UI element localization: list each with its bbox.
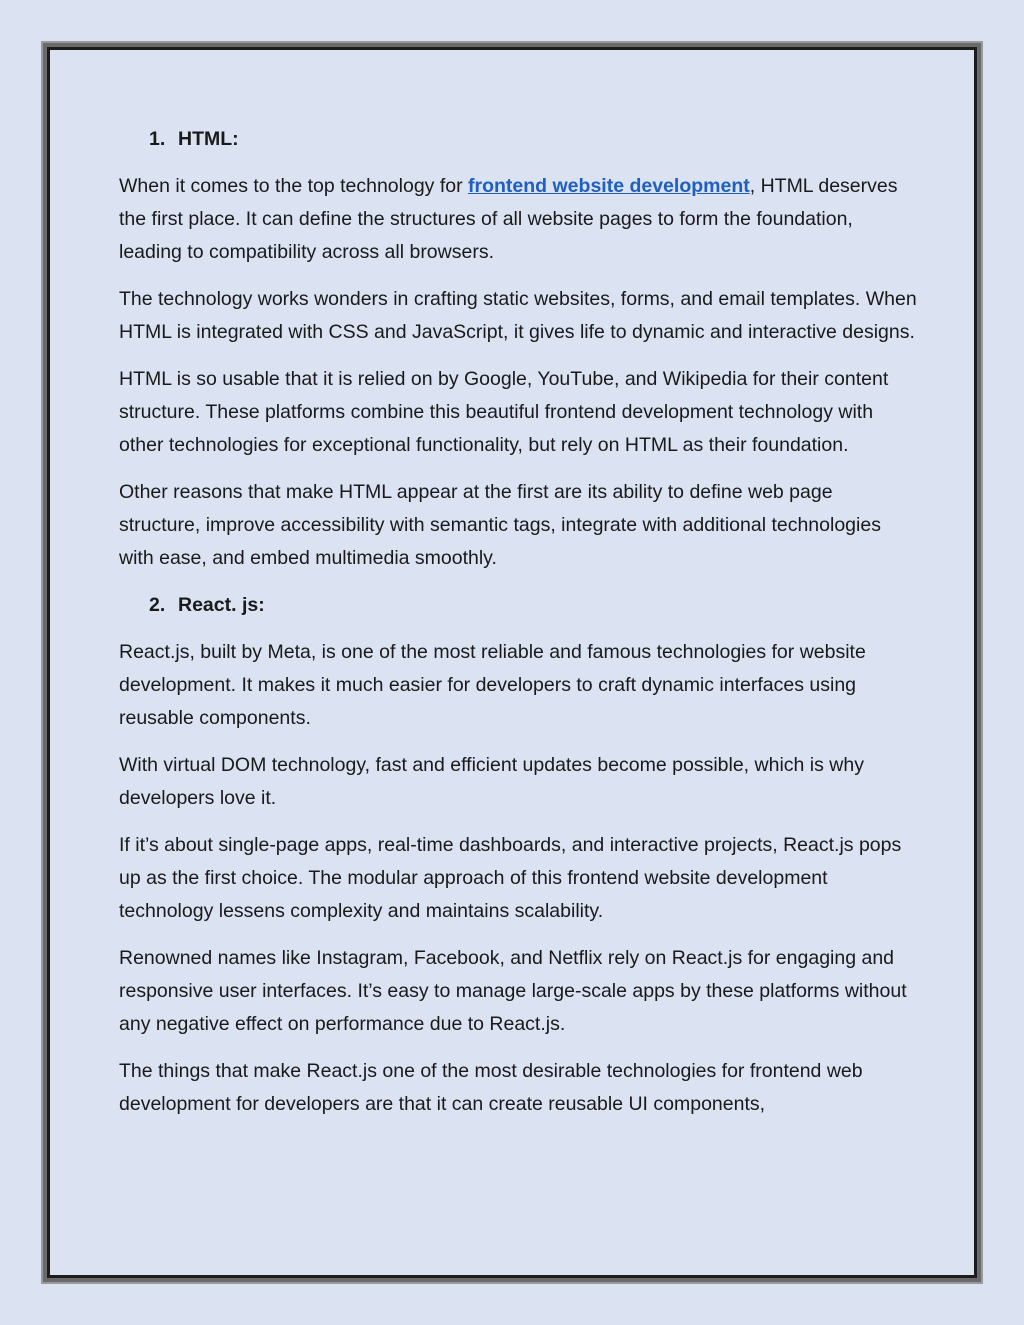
paragraph: HTML is so usable that it is relied on by Google, YouTube, and Wikipedia for their content structure. These platforms combine this beautiful frontend development technology with other technologies for exceptional functionality, but rely on HTML as their foundation. — [119, 368, 889, 456]
paragraph: Other reasons that make HTML appear at the first are its ability to define web page structure, improve accessibility with semantic tags, integrate with additional technologies with ease, and embed multimedia smoothly. — [119, 481, 881, 569]
section-heading-react — [119, 589, 919, 622]
paragraph: If it’s about single-page apps, real-time dashboards, and interactive projects, React.js pops up as the first choice. The modular approach of this frontend website development technology lessens complexity and maintains scalability. — [119, 834, 902, 922]
section-number: 1. — [149, 128, 166, 150]
paragraph — [119, 170, 919, 269]
paragraph: The technology works wonders in crafting static websites, forms, and email templates. When HTML is integrated with CSS and JavaScript, it gives life to dynamic and interactive designs. — [119, 288, 917, 343]
document-page — [47, 47, 977, 1278]
paragraph: With virtual DOM technology, fast and efficient updates become possible, which is why developers love it. — [119, 754, 864, 809]
section-number: 2. — [149, 594, 166, 616]
page-frame — [41, 41, 983, 1284]
paragraph: React.js, built by Meta, is one of the most reliable and famous technologies for website development. It makes it much easier for developers to craft dynamic interfaces using reusable components. — [119, 641, 866, 729]
paragraph: Renowned names like Instagram, Facebook, and Netflix rely on React.js for engaging and responsive user interfaces. It’s easy to manage large-scale apps by these platforms without any negative effect on performance due to React.js. — [119, 947, 907, 1035]
document-content — [119, 123, 919, 1135]
paragraph: The things that make React.js one of the most desirable technologies for frontend web development for developers are that it can create reusable UI components, — [119, 1060, 863, 1115]
section-title: React. js: — [178, 594, 265, 616]
paragraph-text: , HTML deserves the first place. It can define the structures of all website pages to form the foundation, leading to compatibility across all browsers. — [119, 175, 898, 263]
frontend-development-link[interactable]: frontend website development — [468, 175, 750, 197]
section-title: HTML: — [178, 128, 239, 150]
paragraph-text: When it comes to the top technology for — [119, 175, 469, 197]
section-heading-html — [119, 123, 919, 156]
